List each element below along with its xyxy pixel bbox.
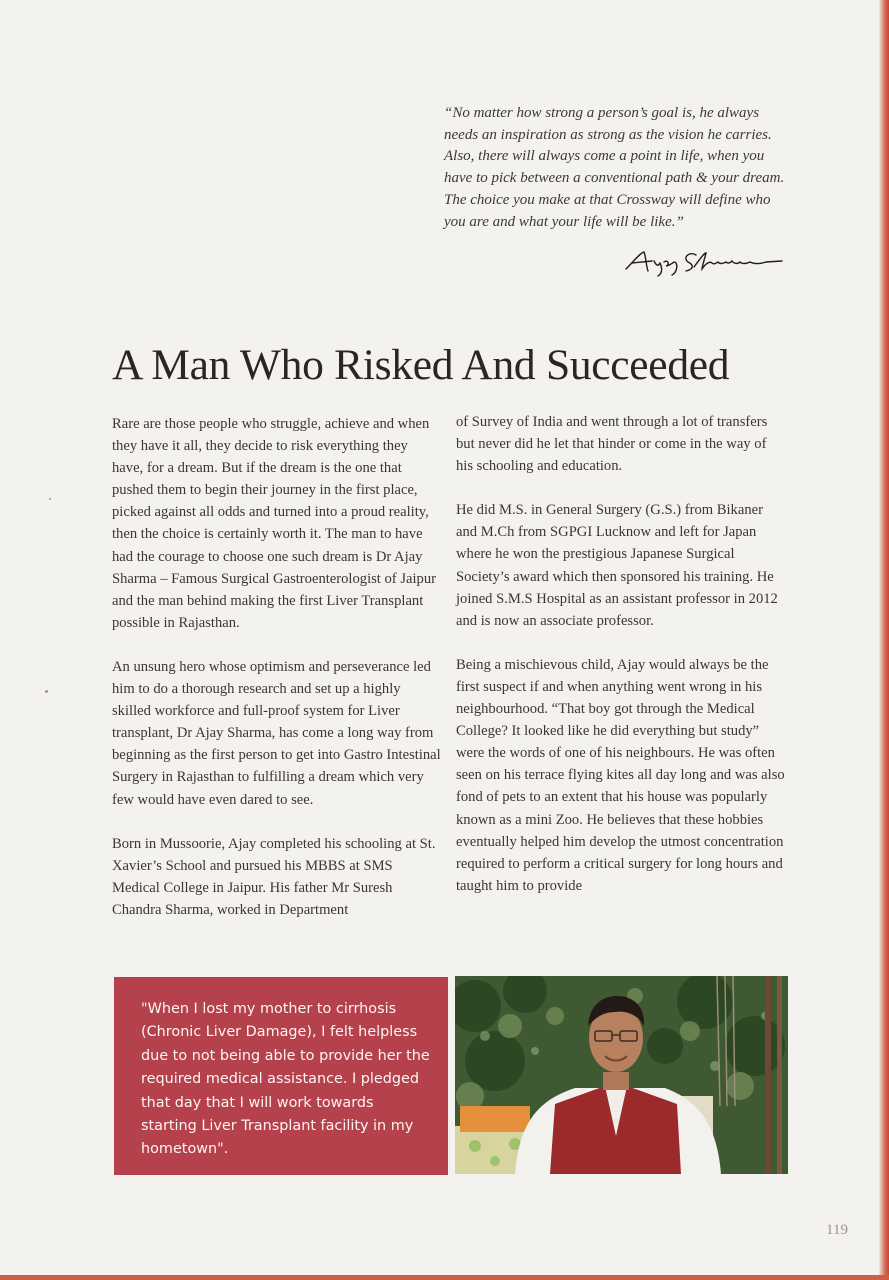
margin-dot (49, 498, 51, 500)
quote-line: have to pick between a conventional path & your dream. (444, 170, 785, 187)
callout-line: required medical assistance. I pledged (141, 1071, 420, 1088)
paragraph: Born in Mussoorie, Ajay completed his schooling at St. Xavier’s School and pursued his MBBS at SMS Medical College in Jaipur. His father Mr Suresh Chandra Sharma, worked in Department (112, 835, 436, 918)
paragraph: He did M.S. in General Surgery (G.S.) from Bikaner and M.Ch from SGPGI Lucknow and left for Japan where he won the prestigious Japanese Surgical Society’s award which then sponsored his training. He joined S.M.S Hospital as an assistant professor in 2012 and is now an associate professor. (456, 502, 778, 629)
margin-dot (45, 690, 48, 693)
signature-image (624, 247, 794, 277)
callout-line: "When I lost my mother to cirrhosis (141, 1001, 397, 1017)
article-title: A Man Who Risked And Succeeded (112, 341, 730, 389)
callout-line: due to not being able to provide her the (141, 1047, 430, 1064)
pull-quote (444, 103, 794, 233)
portrait-photo (455, 976, 788, 1174)
page-edge (879, 0, 889, 1280)
article-column-left (112, 413, 442, 943)
paragraph: An unsung hero whose optimism and perseverance led him to do a thorough research and set up a highly skilled workforce and full-proof system for Liver transplant, Dr Ajay Sharma, has come a long way from beginning as the first person to get into Gastro Intestinal Surgery in Rajasthan to fulfilling a dream which very few would have even dared to see. (112, 658, 441, 808)
callout-quote (114, 977, 448, 1175)
article-column-right (456, 411, 786, 919)
quote-line: The choice you make at that Crossway will define who (444, 191, 771, 208)
page-edge-bottom (0, 1275, 889, 1280)
paragraph: Rare are those people who struggle, achieve and when they have it all, they decide to risk everything they have, for a dream. But if the dream is the one that pushed them to begin their journey in the first place, picked against all odds and turned into a proud reality, then the choice is certainly worth it. The man to have had the courage to choose one such dream is Dr Ajay Sharma – Famous Surgical Gastroenterologist of Jaipur and the man behind making the first Liver Transplant possible in Rajasthan. (112, 416, 436, 631)
paragraph: Being a mischievous child, Ajay would always be the first suspect if and when anything went wrong in his neighbourhood. “That boy got through the Medical College? It looked like he did everything but study” were the words of one of his neighbours. He was often seen on his terrace flying kites all day long and was also fond of pets to an extent that his house was popularly known as a mini Zoo. He believes that these hobbies eventually helped him develop the utmost concentration required to perform a critical surgery for long hours and taught him to provide (456, 656, 785, 894)
quote-line: you are and what your life will be like.” (444, 213, 684, 230)
callout-line: starting Liver Transplant facility in my (141, 1118, 414, 1135)
callout-line: (Chronic Liver Damage), I felt helpless (141, 1024, 418, 1041)
quote-line: needs an inspiration as strong as the vision he carries. (444, 126, 772, 143)
page-number: 119 (826, 1222, 848, 1238)
callout-line: hometown". (141, 1141, 229, 1158)
quote-line: Also, there will always come a point in life, when you (444, 148, 765, 165)
quote-line: “No matter how strong a person’s goal is, he always (444, 105, 760, 121)
paragraph: of Survey of India and went through a lot of transfers but never did he let that hinder or come in the way of his schooling and education. (456, 414, 768, 475)
callout-line: that day that I will work towards (141, 1094, 374, 1111)
